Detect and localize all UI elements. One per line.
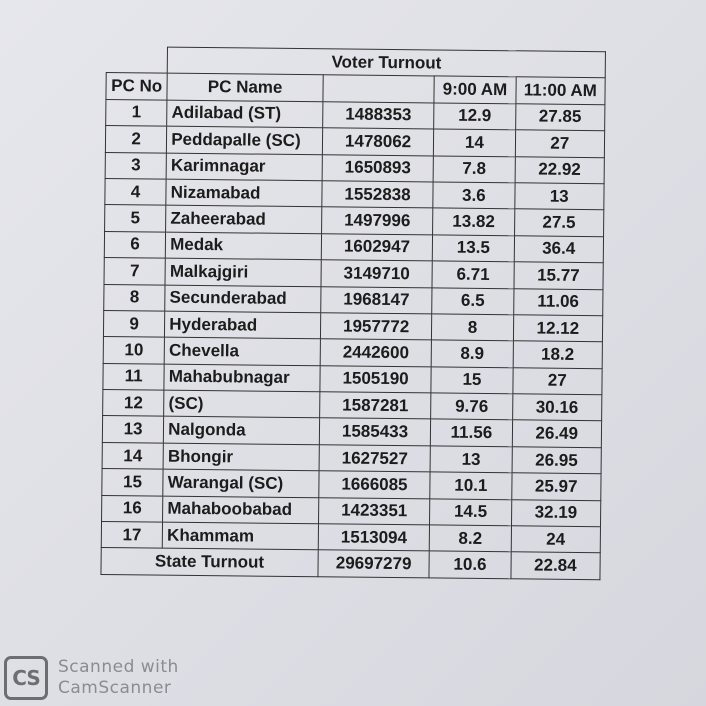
turnout-9am-cell: 8.9 (431, 340, 513, 367)
header-9am: 9:00 AM (434, 76, 516, 103)
state-turnout-row (101, 548, 600, 580)
turnout-9am-cell: 7.8 (433, 155, 515, 182)
turnout-11am-cell: 36.4 (514, 236, 604, 263)
pc-no-cell: 5 (105, 205, 167, 232)
turnout-9am-cell: 8 (432, 314, 514, 341)
electors-cell: 3149710 (321, 260, 433, 288)
watermark-line-1: Scanned with (58, 657, 179, 677)
pc-no-cell: 14 (102, 442, 164, 469)
turnout-11am-cell: 13 (514, 183, 604, 210)
pc-no-cell: 4 (105, 178, 167, 205)
title-blank-cell (106, 47, 168, 74)
turnout-9am-cell: 13.82 (433, 208, 515, 235)
pc-name-cell: Hyderabad (165, 311, 321, 339)
turnout-11am-cell: 12.12 (513, 315, 603, 342)
turnout-9am-cell: 12.9 (434, 103, 516, 130)
pc-name-cell: Nalgonda (164, 417, 320, 445)
pc-no-cell: 7 (104, 258, 166, 285)
electors-cell: 1587281 (319, 392, 431, 420)
turnout-11am-cell: 27.5 (514, 209, 604, 236)
header-pc-name: PC Name (167, 74, 323, 102)
pc-name-cell: Peddapalle (SC) (167, 126, 323, 154)
electors-cell: 1423351 (318, 497, 430, 525)
electors-cell: 1478062 (322, 128, 434, 156)
turnout-11am-cell: 30.16 (512, 394, 602, 421)
camscanner-watermark (4, 656, 179, 700)
turnout-11am-cell: 11.06 (513, 288, 603, 315)
pc-name-cell: (SC) (164, 390, 320, 418)
turnout-9am-cell: 15 (431, 367, 513, 394)
turnout-9am-cell: 14.5 (430, 499, 512, 526)
electors-cell: 1505190 (320, 365, 432, 393)
pc-name-cell: Khammam (162, 522, 318, 550)
electors-cell: 1513094 (318, 524, 430, 552)
turnout-11am-cell: 24 (511, 526, 601, 553)
watermark-line-2: CamScanner (58, 678, 172, 698)
pc-no-cell: 9 (103, 310, 165, 337)
pc-no-cell: 16 (102, 495, 164, 522)
pc-no-cell: 2 (105, 126, 167, 153)
turnout-9am-cell: 14 (434, 129, 516, 156)
turnout-11am-cell: 27 (515, 130, 605, 157)
pc-name-cell: Mahabubnagar (164, 364, 320, 392)
table-body (101, 99, 605, 553)
pc-name-cell: Zaheerabad (166, 205, 322, 233)
turnout-11am-cell: 25.97 (511, 473, 601, 500)
turnout-9am-cell: 6.5 (432, 287, 514, 314)
pc-no-cell: 8 (104, 284, 166, 311)
turnout-11am-cell: 22.92 (515, 156, 605, 183)
camscanner-text (58, 657, 179, 699)
electors-cell: 1552838 (322, 181, 434, 209)
pc-name-cell: Chevella (164, 337, 320, 365)
pc-name-cell: Malkajgiri (165, 258, 321, 286)
pc-no-cell: 12 (103, 390, 165, 417)
electors-cell: 1602947 (321, 234, 433, 262)
turnout-9am-cell: 8.2 (430, 525, 512, 552)
pc-name-cell: Bhongir (163, 443, 319, 471)
camscanner-logo-icon: CS (4, 656, 48, 700)
pc-no-cell: 11 (103, 363, 165, 390)
turnout-11am-cell: 32.19 (511, 499, 601, 526)
pc-name-cell: Mahaboobabad (163, 496, 319, 524)
electors-cell: 1488353 (322, 102, 434, 130)
pc-name-cell: Adilabad (ST) (167, 100, 323, 128)
header-pc-no: PC No (106, 73, 168, 100)
electors-cell: 1497996 (321, 207, 433, 235)
voter-turnout-sheet (100, 46, 606, 580)
voter-turnout-table (100, 46, 606, 580)
turnout-11am-cell: 27 (512, 367, 602, 394)
electors-cell: 1968147 (321, 286, 433, 314)
turnout-9am-cell: 6.71 (432, 261, 514, 288)
pc-no-cell: 3 (105, 152, 167, 179)
electors-cell: 1650893 (322, 154, 434, 182)
electors-cell: 1666085 (319, 471, 431, 499)
pc-no-cell: 15 (102, 469, 164, 496)
electors-cell: 1585433 (319, 418, 431, 446)
pc-name-cell: Nizamabad (166, 179, 322, 207)
turnout-11am-cell: 18.2 (513, 341, 603, 368)
pc-no-cell: 17 (101, 522, 163, 549)
turnout-9am-cell: 10.1 (430, 472, 512, 499)
pc-no-cell: 13 (102, 416, 164, 443)
state-turnout-electors: 29697279 (318, 550, 430, 578)
table-title: Voter Turnout (167, 47, 605, 78)
header-11am: 11:00 AM (516, 77, 606, 104)
pc-name-cell: Warangal (SC) (163, 469, 319, 497)
state-turnout-9am: 10.6 (429, 551, 511, 578)
turnout-11am-cell: 26.49 (512, 420, 602, 447)
pc-name-cell: Medak (166, 232, 322, 260)
header-electors (323, 75, 435, 103)
pc-no-cell: 6 (104, 231, 166, 258)
turnout-9am-cell: 11.56 (431, 419, 513, 446)
turnout-11am-cell: 15.77 (514, 262, 604, 289)
electors-cell: 1627527 (319, 445, 431, 473)
state-turnout-label: State Turnout (101, 548, 318, 577)
turnout-11am-cell: 27.85 (515, 104, 605, 131)
electors-cell: 1957772 (320, 313, 432, 341)
turnout-9am-cell: 9.76 (431, 393, 513, 420)
pc-no-cell: 1 (106, 99, 168, 126)
pc-name-cell: Karimnagar (166, 153, 322, 181)
turnout-9am-cell: 3.6 (433, 182, 515, 209)
turnout-9am-cell: 13 (430, 446, 512, 473)
state-turnout-11am: 22.84 (511, 552, 601, 579)
electors-cell: 2442600 (320, 339, 432, 367)
pc-name-cell: Secunderabad (165, 285, 321, 313)
turnout-9am-cell: 13.5 (433, 235, 515, 262)
pc-no-cell: 10 (103, 337, 165, 364)
turnout-11am-cell: 26.95 (512, 447, 602, 474)
